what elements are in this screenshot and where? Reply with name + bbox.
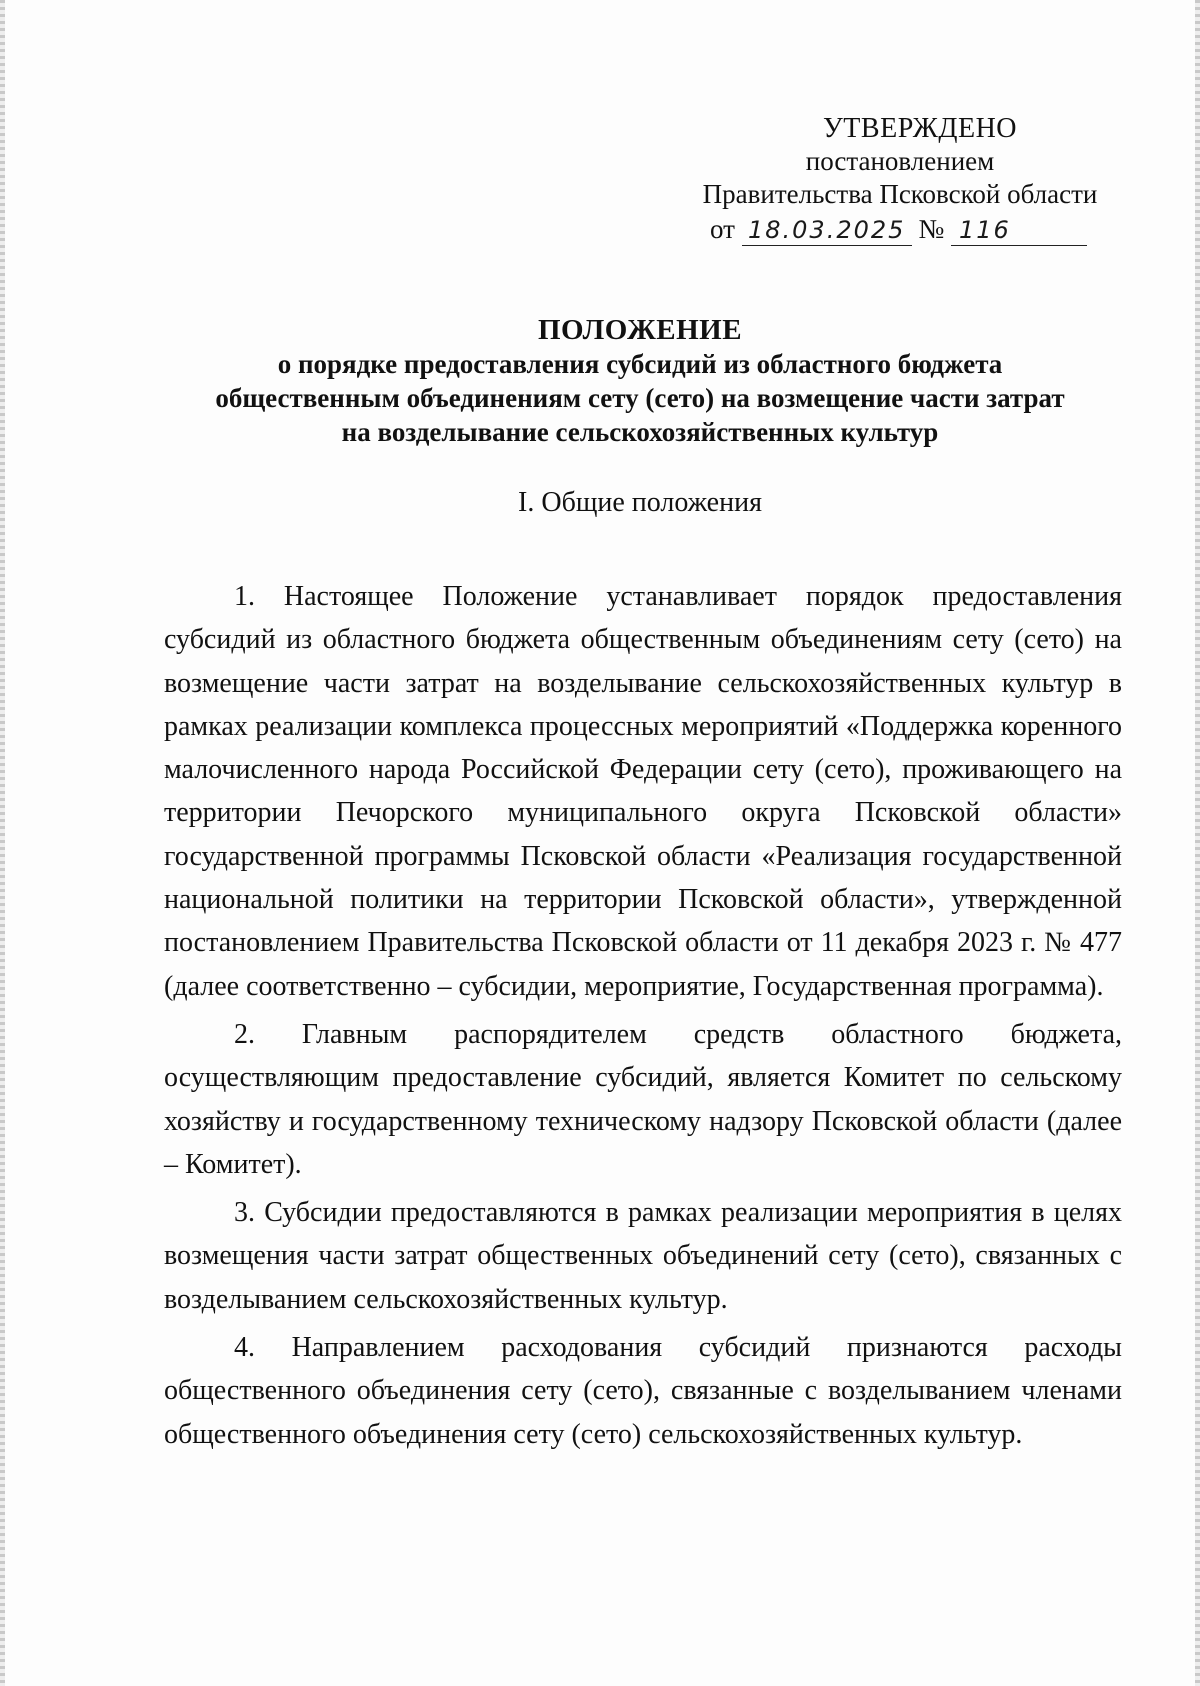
approval-stamp-block (680, 112, 1120, 246)
title-main: ПОЛОЖЕНИЕ (537, 314, 743, 346)
document-body (164, 575, 1122, 1456)
document-title (150, 313, 1130, 449)
scan-edge-left (0, 0, 5, 1686)
handwritten-number: 116 (951, 215, 1087, 246)
approval-reference (680, 213, 1120, 246)
section-heading: I. Общие положения (518, 487, 762, 518)
handwritten-date: 18.03.2025 (742, 215, 912, 246)
number-prefix: № (918, 214, 945, 244)
paragraph-2: 2. Главным распорядителем средств областного бюджета, осуществляющим предоставление субсидий, является Комитет по сельскому хозяйству и государственному техническому надзору Псковской области (далее – Комитет). (164, 1018, 1122, 1180)
paragraph-3: 3. Субсидии предоставляются в рамках реализации мероприятия в целях возмещения части затрат общественных объединений сету (сето), связанных с возделыванием сельскохозяйственных культур. (164, 1197, 1122, 1315)
approval-line-government: Правительства Псковской области (702, 179, 1098, 209)
scan-edge-right (1195, 0, 1200, 1686)
approval-line-resolution: постановлением (805, 146, 995, 176)
paragraph-1: 1. Настоящее Положение устанавливает порядок предоставления субсидий из областного бюджета общественным объединениям сету (сето) на возмещение части затрат на возделывание сельскохозяйственных культур в рамках реализации комплекса процессных мероприятий «Поддержка коренного малочисленного народа Российской Федерации сету (сето), проживающего на территории Печорского муниципального округа Псковской области» государственной программы Псковской области «Реализация государственной национальной политики на территории Псковской области», утвержденной постановлением Правительства Псковской области от 11 декабря 2023 г. № 477 (далее соответственно – субсидии, мероприятие, Государственная программа). (164, 581, 1122, 1002)
date-prefix: от (710, 214, 735, 244)
title-line-2: общественным объединениям сету (сето) на возмещение части затрат (215, 383, 1065, 413)
title-line-3: на возделывание сельскохозяйственных культур (341, 417, 939, 447)
title-line-1: о порядке предоставления субсидий из областного бюджета (277, 349, 1003, 379)
paragraph-4: 4. Направлением расходования субсидий признаются расходы общественного объединения сету (сето), связанные с возделыванием членами общественного объединения сету (сето) сельскохозяйственных культур. (164, 1332, 1122, 1450)
approval-status: УТВЕРЖДЕНО (822, 113, 1018, 144)
